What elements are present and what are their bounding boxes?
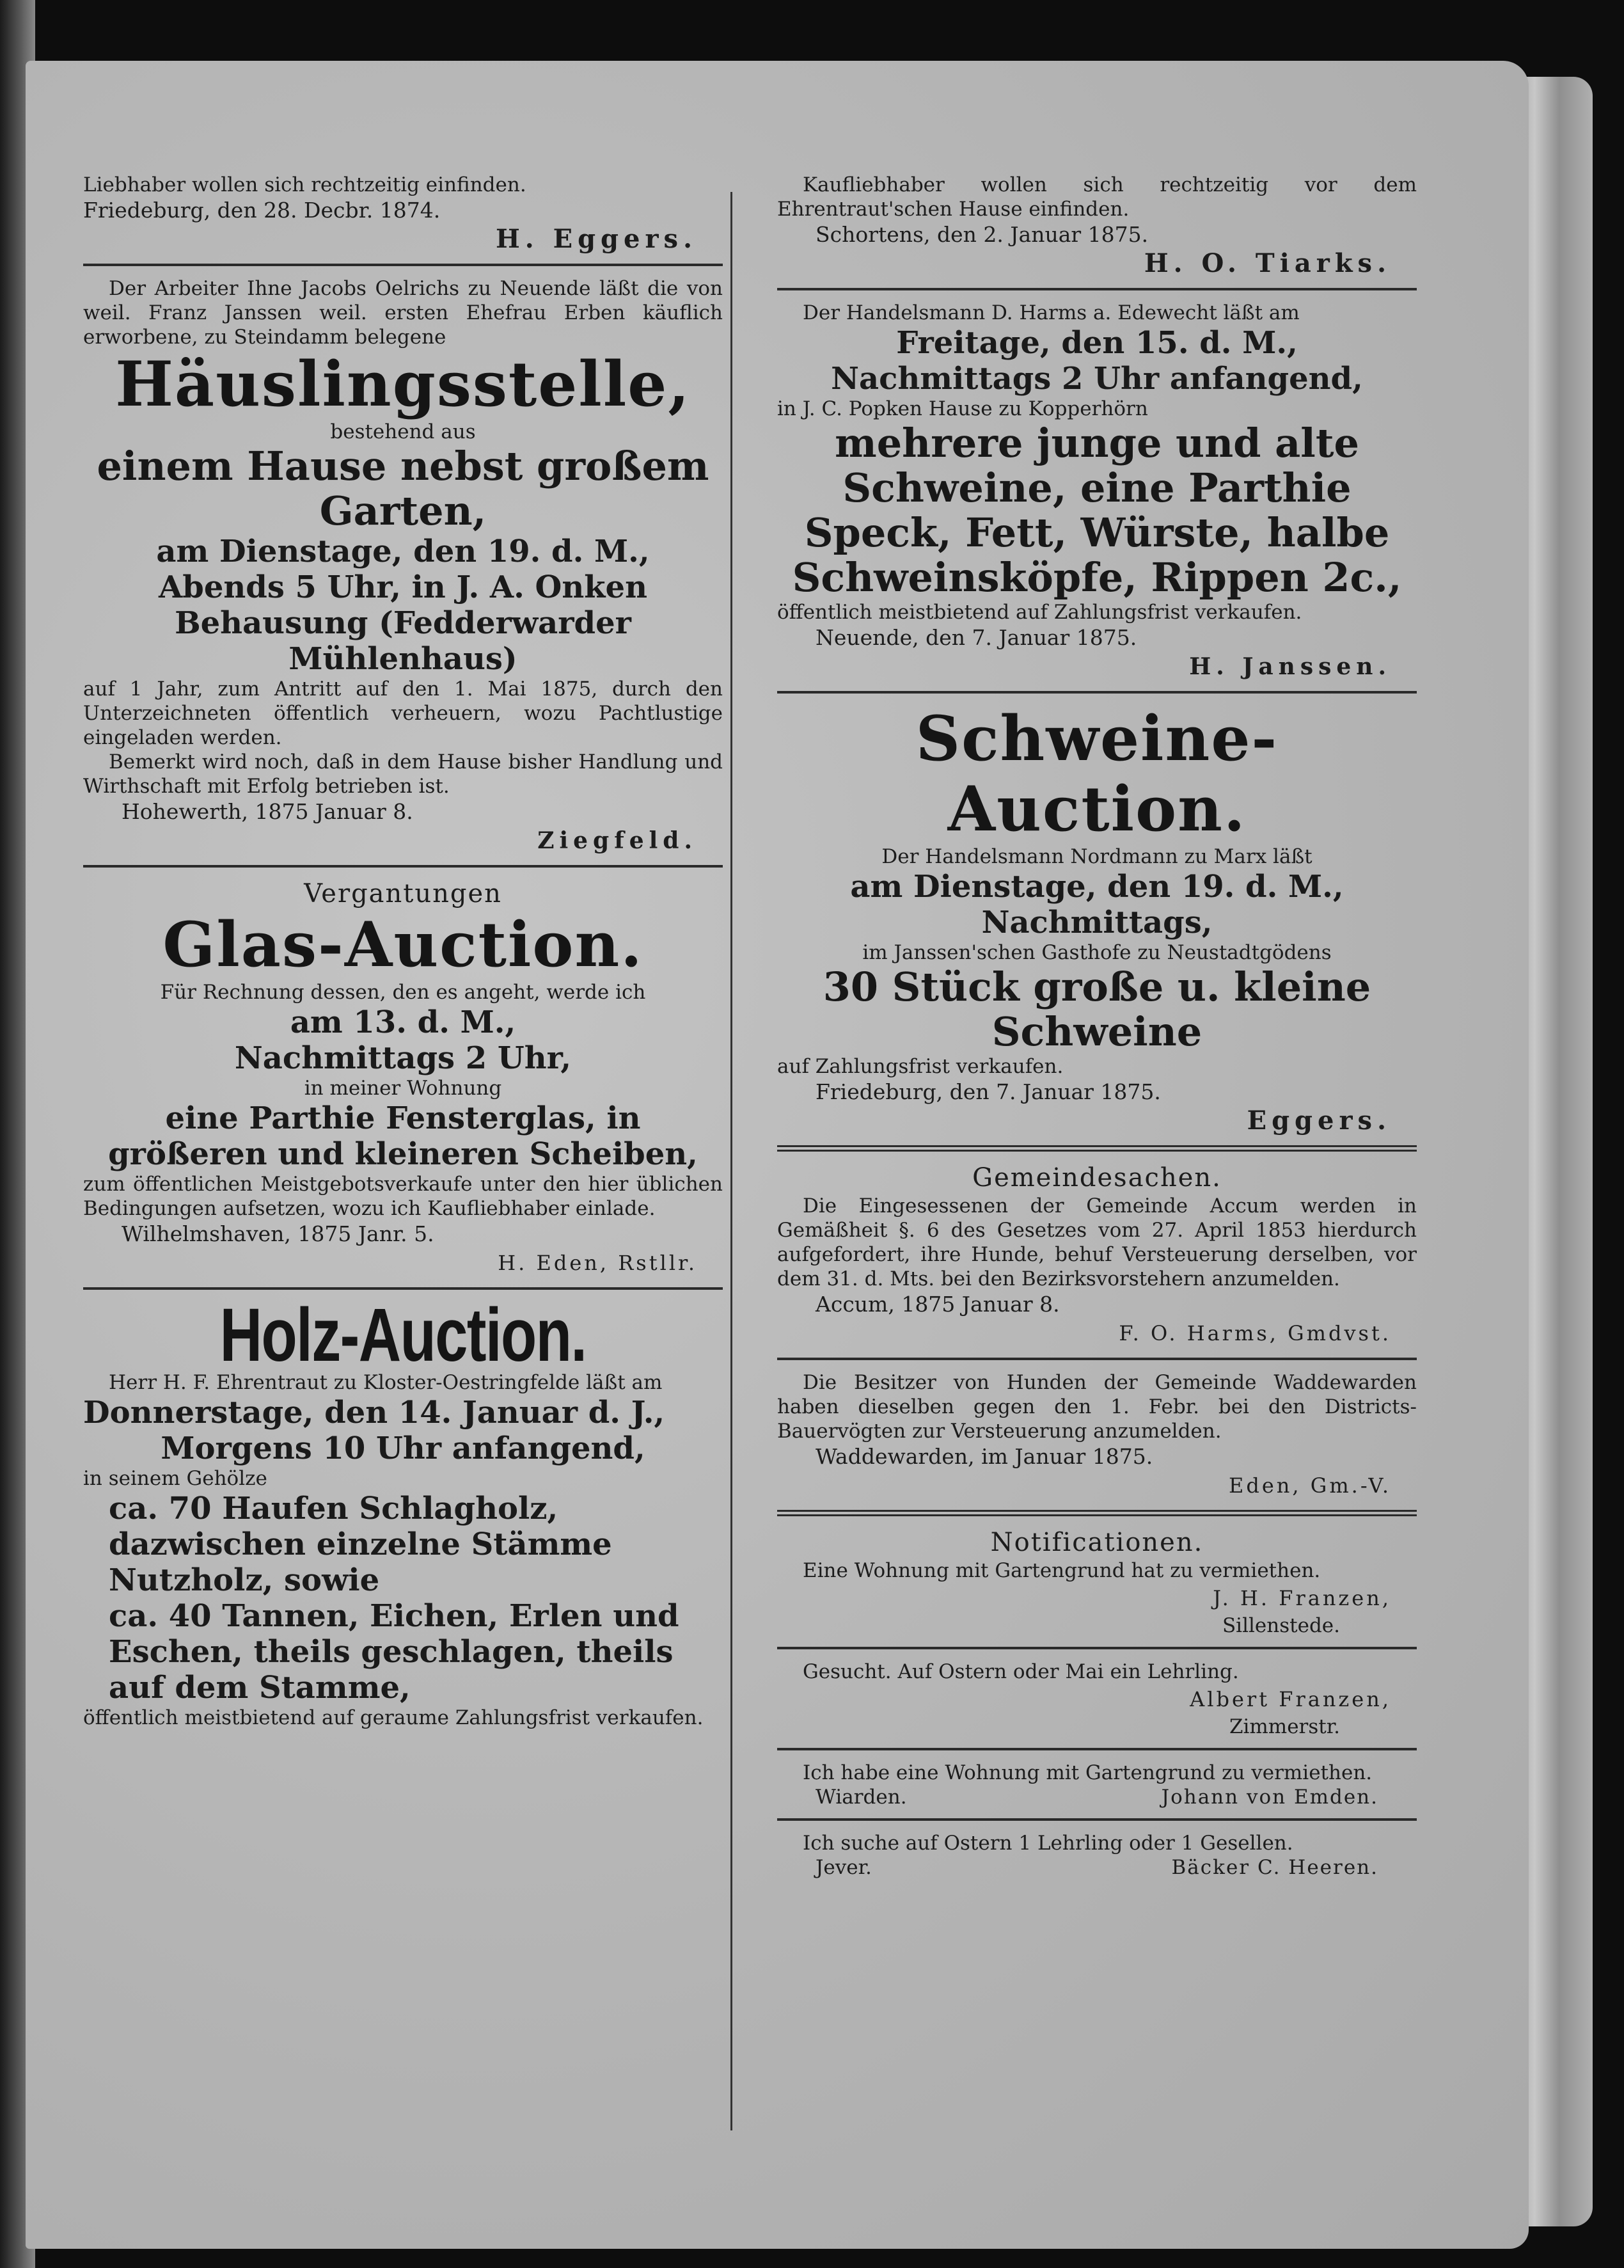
- ad-time-place: Abends 5 Uhr, in J. A. Onken Behausung (Fedderwarder Mühlenhaus): [159, 569, 647, 677]
- ad-place-date: Schortens, den 2. Januar 1875.: [816, 222, 1149, 247]
- ad-place-date: Neuende, den 7. Januar 1875.: [816, 625, 1137, 650]
- ad-date-line: am Dienstage, den 19. d. M.,: [850, 869, 1344, 905]
- ad-signature: Eggers.: [1247, 1106, 1391, 1136]
- ad-intro: Herr H. F. Ehrentraut zu Kloster-Oestringfelde läßt am: [109, 1371, 663, 1394]
- ad-date-line: Freitage, den 15. d. M.,: [896, 325, 1298, 361]
- ad-signature: Bäcker C. Heeren.: [1171, 1856, 1378, 1879]
- ad-sub: bestehend aus: [330, 420, 476, 443]
- ad-emden-apartment: [777, 1761, 1417, 1809]
- ad-place-date: Wilhelmshaven, 1875 Janr. 5.: [122, 1221, 434, 1246]
- ad-place: Jever.: [816, 1856, 872, 1879]
- ad-place-date: Hohewerth, 1875 Januar 8.: [122, 799, 413, 824]
- ad-intro: Der Arbeiter Ihne Jacobs Oelrichs zu Neuende läßt die von weil. Franz Janssen weil. ersten Ehefrau Erben käuflich erworbene, zu Steindamm belegene: [83, 277, 723, 349]
- ad-eggers-notice: [83, 173, 723, 255]
- ad-signature: Ziegfeld.: [537, 827, 697, 854]
- divider-double-rule: [777, 1510, 1417, 1516]
- divider-rule: [777, 1358, 1417, 1360]
- ad-headline: Glas-Auction.: [162, 908, 643, 981]
- ad-signature: F. O. Harms, Gmdvst.: [1119, 1321, 1391, 1345]
- divider-rule: [83, 264, 723, 266]
- divider-rule: [777, 288, 1417, 290]
- ad-apprentice-wanted: [777, 1660, 1417, 1739]
- ad-sub: im Janssen'schen Gasthofe zu Neustadtgödens: [862, 941, 1332, 964]
- ad-signature: H. Eggers.: [495, 224, 697, 254]
- ad-place-date: Accum, 1875 Januar 8.: [816, 1292, 1060, 1317]
- ad-goods: eine Parthie Fensterglas, in größeren und kleineren Scheiben,: [108, 1100, 698, 1172]
- ad-signature: Eden, Gm.-V.: [1229, 1473, 1391, 1498]
- ad-body: öffentlich meistbietend auf Zahlungsfrist verkaufen.: [777, 601, 1302, 624]
- column-divider: [730, 192, 732, 2130]
- ad-glas-auction: [83, 910, 723, 1278]
- ad-place-date: Friedeburg, den 28. Decbr. 1874.: [83, 198, 441, 223]
- divider-rule: [777, 1647, 1417, 1649]
- ad-place-date: Friedeburg, den 7. Januar 1875.: [816, 1079, 1161, 1104]
- ad-signature: H. Janssen.: [1189, 653, 1391, 680]
- divider-rule: [83, 1287, 723, 1290]
- ad-time-line: Nachmittags 2 Uhr,: [234, 1040, 572, 1076]
- divider-rule: [777, 691, 1417, 694]
- left-column: [83, 173, 723, 1730]
- ad-place-date: Waddewarden, im Januar 1875.: [816, 1444, 1153, 1469]
- ad-signature: Johann von Emden.: [1161, 1786, 1378, 1809]
- ad-harms-pigs: [777, 301, 1417, 682]
- ad-haeuslingsstelle: [83, 276, 723, 856]
- ad-time-line: Morgens 10 Uhr anfangend,: [161, 1431, 645, 1466]
- ad-body: Eine Wohnung mit Gartengrund hat zu vermiethen.: [803, 1559, 1321, 1582]
- divider-rule: [83, 865, 723, 868]
- divider-double-rule: [777, 1145, 1417, 1152]
- ad-footer: [777, 1785, 1417, 1809]
- ad-intro: Der Handelsmann Nordmann zu Marx läßt: [881, 845, 1313, 868]
- ad-body: Ich suche auf Ostern 1 Lehrling oder 1 Gesellen.: [803, 1832, 1293, 1855]
- ad-body: zum öffentlichen Meistgebotsverkaufe unter den hier üblichen Bedingungen aufsetzen, wozu ich Kaufliebhaber einlade.: [83, 1173, 723, 1220]
- ad-body: Die Eingesessenen der Gemeinde Accum werden in Gemäßheit §. 6 des Gesetzes vom 27. April 1853 hierdurch aufgefordert, ihre Hunde, behuf Versteuerung derselben, vor dem 31. d. Mts. bei den Bezirksvorstehern anzumelden.: [777, 1194, 1417, 1290]
- right-column: [777, 173, 1417, 1880]
- ad-footer: [777, 1855, 1417, 1880]
- ad-holz-auction: [83, 1293, 723, 1730]
- ad-goods: ca. 70 Haufen Schlagholz, dazwischen einzelne Stämme Nutzholz, sowie: [109, 1491, 612, 1598]
- divider-rule: [777, 1818, 1417, 1821]
- ad-body: Ich habe eine Wohnung mit Gartengrund zu vermiethen.: [803, 1761, 1373, 1784]
- ad-date-line: Donnerstage, den 14. Januar d. J.,: [83, 1395, 665, 1431]
- ad-body: Gesucht. Auf Ostern oder Mai ein Lehrling.: [803, 1660, 1239, 1683]
- ad-signature: H. Eden, Rstllr.: [498, 1251, 697, 1275]
- section-heading-notificationen: Notificationen.: [990, 1528, 1204, 1557]
- ad-body: Kaufliebhaber wollen sich rechtzeitig vor dem Ehrentraut'schen Hause einfinden.: [777, 173, 1417, 221]
- ad-intro: Für Rechnung dessen, den es angeht, werde ich: [160, 981, 646, 1004]
- ad-body: auf 1 Jahr, zum Antritt auf den 1. Mai 1875, durch den Unterzeichneten öffentlich verheuern, wozu Pachtlustige eingeladen werden.: [83, 678, 723, 749]
- ad-signature-place: Sillenstede.: [1222, 1614, 1340, 1637]
- ad-sub: in J. C. Popken Hause zu Kopperhörn: [777, 397, 1148, 420]
- ad-date-line: am Dienstage, den 19. d. M.,: [156, 534, 650, 569]
- ad-schweine-auction: [777, 704, 1417, 1136]
- ad-tiarks-notice: [777, 173, 1417, 279]
- ad-signature: J. H. Franzen,: [1213, 1586, 1391, 1610]
- ad-goods-2: ca. 40 Tannen, Eichen, Erlen und Eschen, theils geschlagen, theils auf dem Stamme,: [109, 1598, 679, 1706]
- ad-note: Bemerkt wird noch, daß in dem Hause bisher Handlung und Wirthschaft mit Erfolg betrieben ist.: [83, 750, 723, 798]
- ad-headline: Häuslingsstelle,: [115, 348, 691, 420]
- section-heading-vergantungen: Vergantungen: [304, 879, 502, 908]
- ad-headline: Schweine-Auction.: [915, 702, 1279, 845]
- ad-goods: 30 Stück große u. kleine Schweine: [823, 964, 1371, 1055]
- ad-signature: Albert Franzen,: [1190, 1687, 1391, 1711]
- ad-franzen-apartment: [777, 1558, 1417, 1638]
- ad-accum-dogs: [777, 1194, 1417, 1349]
- ad-signature: H. O. Tiarks.: [1144, 248, 1391, 278]
- ad-date-line: am 13. d. M.,: [290, 1004, 516, 1040]
- section-heading-gemeindesachen: Gemeindesachen.: [972, 1163, 1222, 1193]
- ad-time-line: Nachmittags,: [981, 905, 1213, 940]
- ad-signature-title: Zimmerstr.: [1229, 1715, 1340, 1738]
- ad-sub: in seinem Gehölze: [83, 1467, 267, 1490]
- ad-heeren-apprentice: [777, 1831, 1417, 1880]
- ad-body: auf Zahlungsfrist verkaufen.: [777, 1055, 1064, 1078]
- ad-place: Wiarden.: [816, 1786, 907, 1809]
- ad-goods: mehrere junge und alte Schweine, eine Parthie Speck, Fett, Würste, halbe Schweinsköpfe, Rippen 2c.,: [792, 420, 1402, 601]
- ad-waddewarden-dogs: [777, 1370, 1417, 1501]
- ad-sub: in meiner Wohnung: [304, 1077, 502, 1100]
- ad-time-line: Nachmittags 2 Uhr anfangend,: [831, 361, 1363, 397]
- divider-rule: [777, 1748, 1417, 1750]
- ad-big-text: einem Hause nebst großem Garten,: [97, 443, 709, 534]
- ad-text: Liebhaber wollen sich rechtzeitig einfinden.: [83, 173, 526, 196]
- ad-body: Die Besitzer von Hunden der Gemeinde Waddewarden haben dieselben gegen den 1. Febr. bei den Districts-Bauervögten zur Versteuerung anzumelden.: [777, 1371, 1417, 1443]
- ad-intro: Der Handelsmann D. Harms a. Edewecht läßt am: [803, 301, 1300, 324]
- ad-headline: Holz-Auction.: [219, 1293, 587, 1377]
- ad-body: öffentlich meistbietend auf geraume Zahlungsfrist verkaufen.: [83, 1706, 704, 1729]
